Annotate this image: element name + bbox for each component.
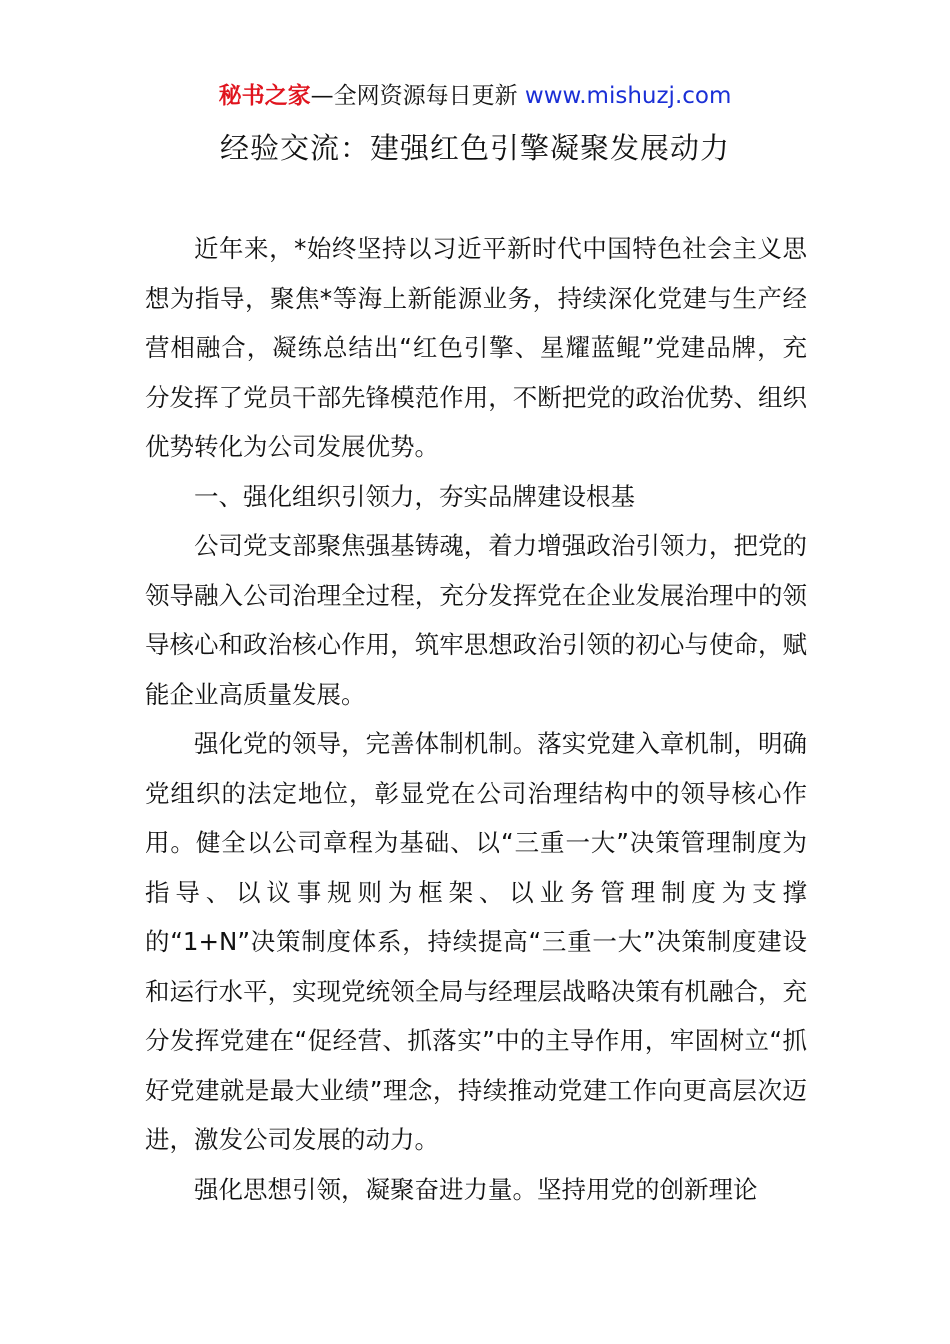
paragraph-leadership: 强化党的领导，完善体制机制。落实党建入章机制，明确党组织的法定地位，彰显党在公司治理结构中的领导核心作用。健全以公司章程为基础、以“三重一大”决策管理制度为指导、以议事规则为框架、以业务管理制度为支撑的“1+N”决策制度体系，持续提高“三重一大”决策制度建设和运行水平，实现党统领全局与经理层战略决策有机融合，充分发挥党建在“促经营、抓落实”中的主导作用，牢固树立“抓好党建就是最大业绩”理念，持续推动党建工作向更高层次迈进，激发公司发展的动力。 [145, 729, 807, 1154]
section-heading-1: 一、强化组织引领力，夯实品牌建设根基 [194, 481, 635, 511]
site-header [0, 80, 950, 112]
site-tagline: —全网资源每日更新 [310, 83, 525, 109]
paragraph-intro: 近年来，*始终坚持以习近平新时代中国特色社会主义思想为指导，聚焦*等海上新能源业务，持续深化党建与生产经营相融合，凝练总结出“红色引擎、星耀蓝鲲”党建品牌，充分发挥了党员干部先锋模范作用，不断把党的政治优势、组织优势转化为公司发展优势。 [145, 234, 807, 461]
paragraph-section-1: 公司党支部聚焦强基铸魂，着力增强政治引领力，把党的领导融入公司治理全过程，充分发挥党在企业发展治理中的领导核心和政治核心作用，筑牢思想政治引领的初心与使命，赋能企业高质量发展。 [145, 531, 807, 709]
site-brand: 秘书之家 [218, 83, 311, 109]
document-title: 经验交流：建强红色引擎凝聚发展动力 [219, 131, 730, 165]
document-body [145, 224, 807, 1214]
paragraph-ideology: 强化思想引领，凝聚奋进力量。坚持用党的创新理论 [194, 1174, 758, 1204]
site-url-link[interactable]: www.mishuzj.com [524, 83, 732, 109]
